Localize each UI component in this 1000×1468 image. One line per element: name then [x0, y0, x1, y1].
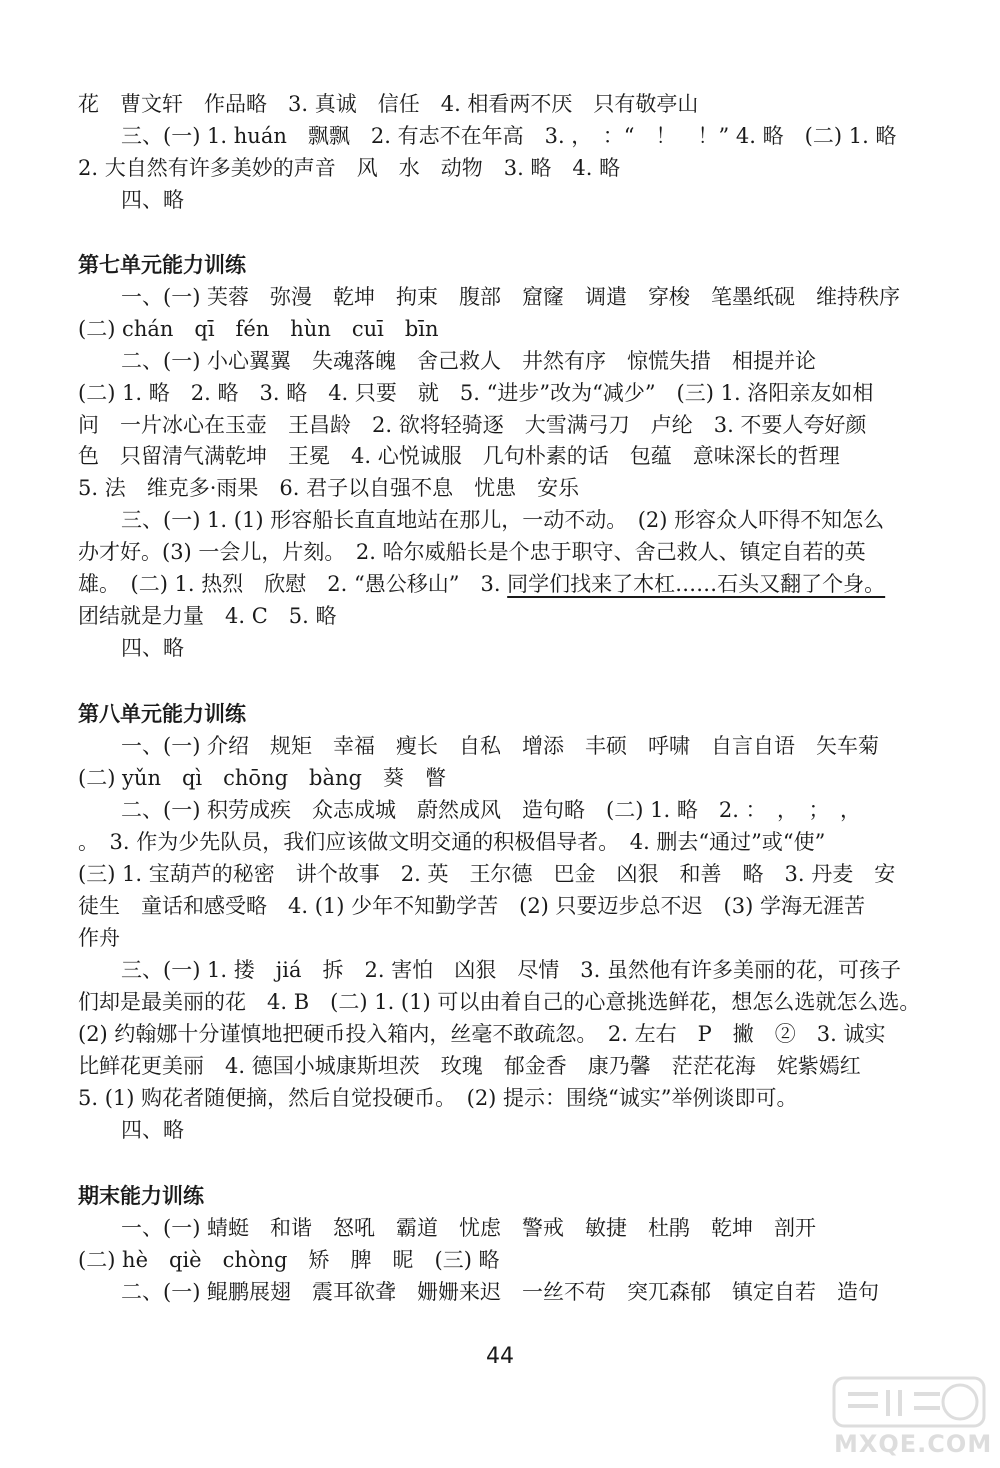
text-line: 二、(一) 鲲鹏展翅 震耳欲聋 姗姗来迟 一丝不苟 突兀森郁 镇定自若 造句: [121, 1280, 880, 1304]
text-line: 比鲜花更美丽 4. 德国小城康斯坦茨 玫瑰 郁金香 康乃馨 茫茫花海 姹紫嫣红: [78, 1054, 861, 1078]
text-line: 徒生 童话和感受略 4. (1) 少年不知勤学苦 (2) 只要迈步总不迟 (3) 学海无涯苦: [78, 894, 865, 918]
text-line: 2. 大自然有许多美妙的声音 风 水 动物 3. 略 4. 略: [78, 156, 621, 180]
text-line: 作舟: [78, 926, 120, 950]
text-line: 三、(一) 1. huán 飘飘 2. 有志不在年高 3. ， ：“ ！ ！” 4. 略 (二) 1. 略: [121, 124, 897, 148]
text-line: (2) 约翰娜十分谨慎地把硬币投入箱内，丝毫不敢疏忽。 2. 左右 P 撇 ② 3. 诚实: [78, 1022, 886, 1046]
section-heading-unit7: 第七单元能力训练: [78, 253, 246, 277]
text-line: 们却是最美丽的花 4. B (二) 1. (1) 可以由着自己的心意挑选鲜花，想怎么选就怎么选。: [78, 990, 921, 1014]
text-line: 二、(一) 积劳成疾 众志成城 蔚然成风 造句略 (二) 1. 略 2. ： ， ； ，: [121, 798, 862, 822]
text-line: 一、(一) 芙蓉 弥漫 乾坤 拘束 腹部 窟窿 调遣 穿梭 笔墨纸砚 维持秩序: [121, 285, 901, 309]
text-line: 5. (1) 购花者随便摘，然后自觉投硬币。 (2) 提示：围绕“诚实”举例谈即可。: [78, 1086, 798, 1110]
section-heading-final: 期末能力训练: [78, 1184, 204, 1208]
watermark-emblem-icon: [828, 1372, 994, 1432]
text-line: (二) chán qī fén hùn cuī bīn: [78, 317, 439, 341]
text-line: 5. 法 维克多·雨果 6. 君子以自强不息 忧患 安乐: [78, 476, 580, 500]
text-line: 团结就是力量 4. C 5. 略: [78, 604, 337, 628]
text-line: 问 一片冰心在玉壶 王昌龄 2. 欲将轻骑逐 大雪满弓刀 卢纶 3. 不要人夸好颜: [78, 413, 867, 437]
text-line: 办才好。(3) 一会儿，片刻。 2. 哈尔威船长是个忠于职守、舍己救人、镇定自若的英: [78, 540, 866, 564]
text-line: (三) 1. 宝葫芦的秘密 讲个故事 2. 英 王尔德 巴金 凶狠 和善 略 3. 丹麦 安: [78, 862, 896, 886]
text-line: 四、略: [121, 188, 184, 212]
page-number: 44: [486, 1344, 514, 1369]
text-line: 三、(一) 1. (1) 形容船长直直地站在那儿，一动不动。 (2) 形容众人吓得不知怎么: [121, 508, 885, 532]
text-line: 一、(一) 介绍 规矩 幸福 瘦长 自私 增添 丰硕 呼啸 自言自语 矢车菊: [121, 734, 880, 758]
text-line: (二) 1. 略 2. 略 3. 略 4. 只要 就 5. “进步”改为“减少” (三) 1. 洛阳亲友如相: [78, 381, 874, 405]
watermark-text: MXQE.COM: [834, 1430, 993, 1458]
text-line: 一、(一) 蜻蜓 和谐 怒吼 霸道 忧虑 警戒 敏捷 杜鹃 乾坤 剖开: [121, 1216, 817, 1240]
text-line: 二、(一) 小心翼翼 失魂落魄 舍己救人 井然有序 惊慌失措 相提并论: [121, 349, 817, 373]
text-line: 。 3. 作为少先队员，我们应该做文明交通的积极倡导者。 4. 删去“通过”或“使”: [78, 830, 826, 854]
text-line: (二) yǔn qì chōng bàng 葵 瞥: [78, 766, 446, 790]
text-line: 花 曹文轩 作品略 3. 真诚 信任 4. 相看两不厌 只有敬亭山: [78, 92, 699, 116]
watermark-logo: [828, 1372, 994, 1464]
text-line: 三、(一) 1. 搂 jiá 拆 2. 害怕 凶狠 尽情 3. 虽然他有许多美丽的花，可孩子: [121, 958, 901, 982]
text-line: 四、略: [121, 1118, 184, 1142]
text-line: [78, 569, 940, 599]
text-line: 四、略: [121, 636, 184, 660]
text-segment: 雄。 (二) 1. 热烈 欣慰 2. “愚公移山” 3.: [78, 572, 508, 596]
text-line: (二) hè qiè chòng 矫 脾 昵 (三) 略: [78, 1248, 500, 1272]
text-line: 色 只留清气满乾坤 王冕 4. 心悦诚服 几句朴素的话 包蕴 意味深长的哲理: [78, 444, 840, 468]
section-heading-unit8: 第八单元能力训练: [78, 702, 246, 726]
underlined-text: 同学们找来了木杠……石头又翻了个身。: [507, 572, 886, 596]
